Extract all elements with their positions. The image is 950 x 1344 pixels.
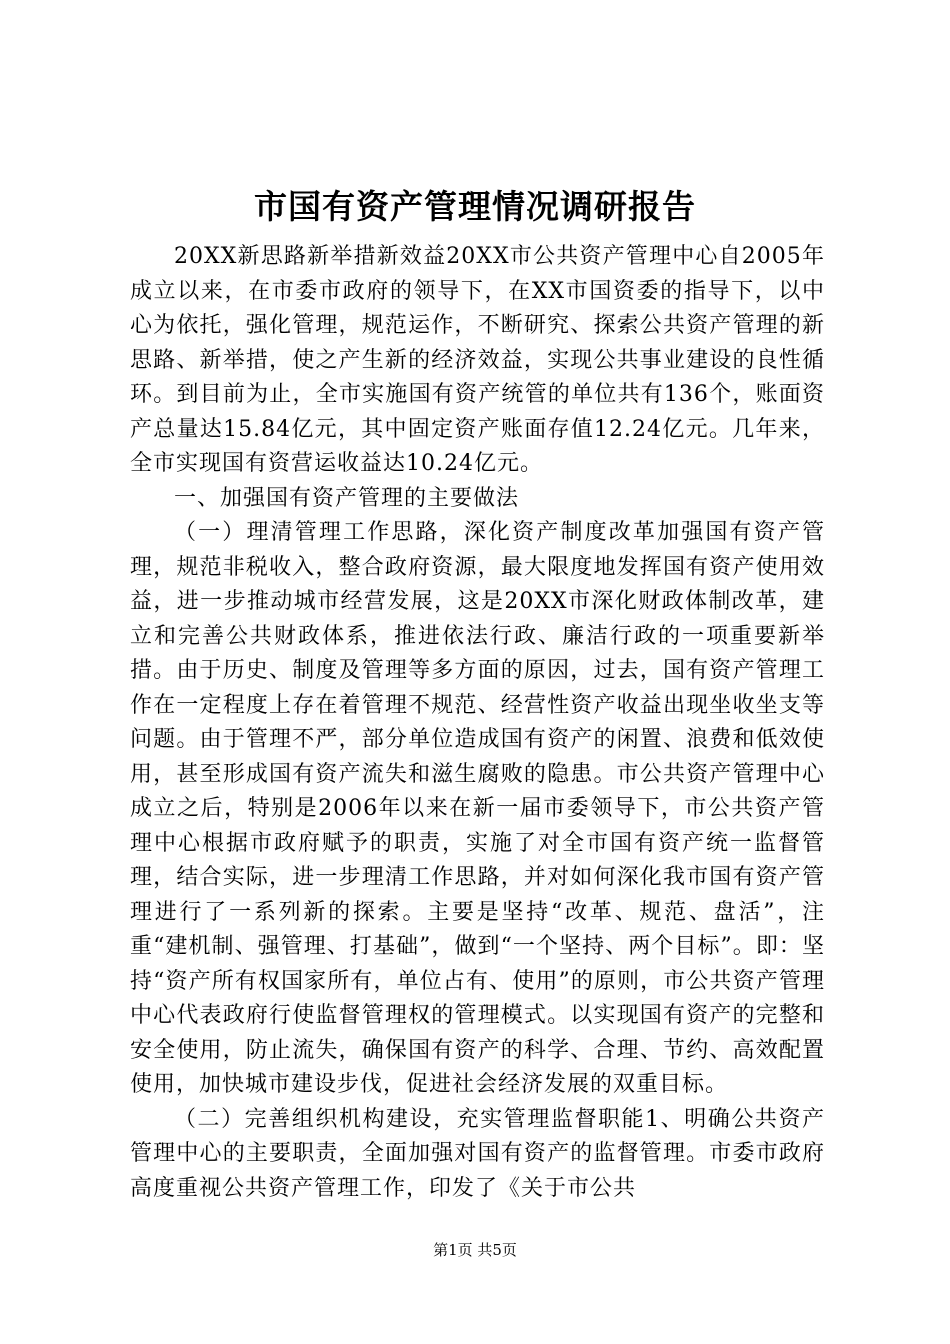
page-number-footer: 第1页 共5页 (433, 1241, 517, 1259)
document-title: 市国有资产管理情况调研报告 (254, 187, 696, 226)
body-paragraph: （一）理清管理工作思路，深化资产制度改革加强国有资产管理，规范非税收入，整合政府资源，最大限度地发挥国有资产使用效益，进一步推动城市经营发展，这是20XX市深化财政体制改革，建立和完善公共财政体系，推进依法行政、廉洁行政的一项重要新举措。由于历史、制度及管理等多方面的原因，过去，国有资产管理工作在一定程度上存在着管理不规范、经营性资产收益出现坐收坐支等问题。由于管理不严，部分单位造成国有资产的闲置、浪费和低效使用，甚至形成国有资产流失和滋生腐败的隐患。市公共资产管理中心成立之后，特别是2006年以来在新一届市委领导下，市公共资产管理中心根据市政府赋予的职责，实施了对全市国有资产统一监督管理，结合实际，进一步理清工作思路，并对如何深化我市国有资产管理进行了一系列新的探索。主要是坚持“改革、规范、盘活”，注重“建机制、强管理、打基础”，做到“一个坚持、两个目标”。即：坚持“资产所有权国家所有，单位占有、使用”的原则，市公共资产管理中心代表政府行使监督管理权的管理模式。以实现国有资产的完整和安全使用，防止流失，确保国有资产的科学、合理、节约、高效配置使用，加快城市建设步伐，促进社会经济发展的双重目标。 (130, 520, 825, 1097)
section-heading: 一、加强国有资产管理的主要做法 (174, 485, 520, 511)
body-paragraph: （二）完善组织机构建设，充实管理监督职能1、明确公共资产管理中心的主要职责，全面加强对国有资产的监督管理。市委市政府高度重视公共资产管理工作，印发了《关于市公共 (130, 1106, 825, 1201)
intro-paragraph: 20XX新思路新举措新效益20XX市公共资产管理中心自2005年成立以来，在市委市政府的领导下，在XX市国资委的指导下，以中心为依托，强化管理，规范运作，不断研究、探索公共资产管理的新思路、新举措，使之产生新的经济效益，实现公共事业建设的良性循环。到目前为止，全市实施国有资产统管的单位共有136个，账面资产总量达15.84亿元，其中固定资产账面存值12.24亿元。几年来，全市实现国有资营运收益达10.24亿元。 (130, 244, 825, 476)
document-body (130, 240, 825, 1206)
